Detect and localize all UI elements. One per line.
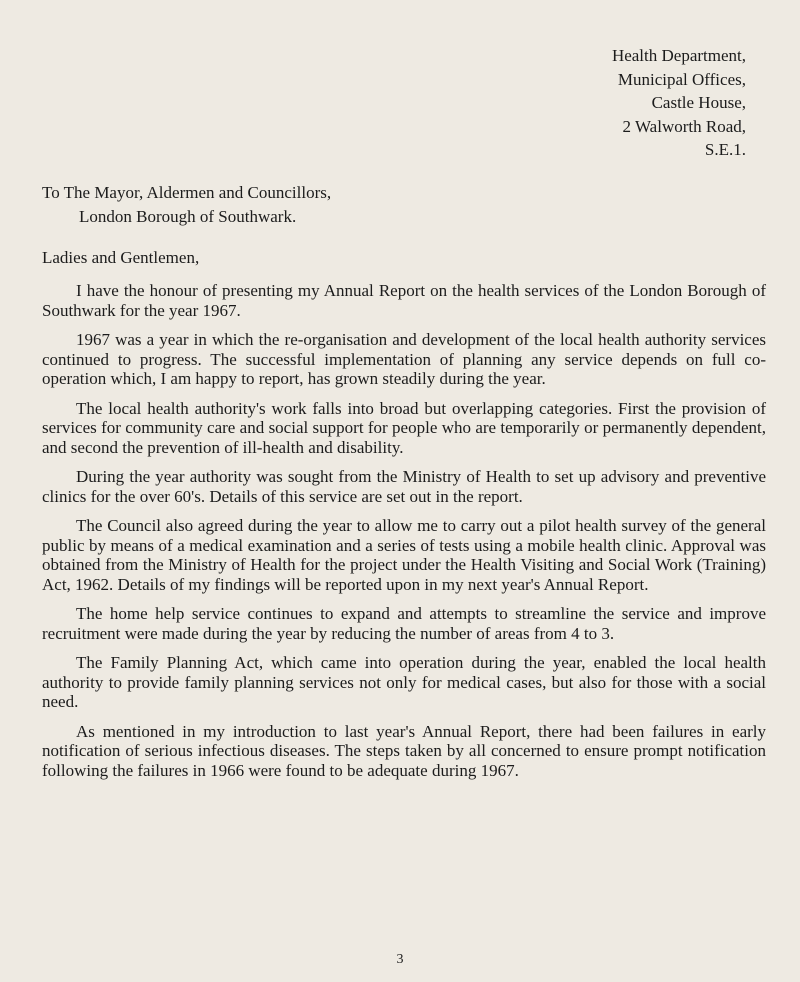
address-line: S.E.1. — [704, 140, 746, 159]
page-number: 3 — [396, 952, 404, 967]
paragraph: I have the honour of presenting my Annual Report on the health services of the London Borough of Southwark for the year 1967. — [42, 281, 766, 320]
sender-address — [612, 44, 746, 162]
paragraph: The local health authority's work falls into broad but overlapping categories. First the provision of services for community care and social support for people who are temporarily or permanently dependent, and second the prevention of ill-health and disability. — [42, 398, 766, 457]
paragraph: The Family Planning Act, which came into operation during the year, enabled the local health authority to provide family planning services not only for medical cases, but also for those with a social need. — [42, 653, 766, 711]
recipient-line: To The Mayor, Aldermen and Councillors, — [42, 183, 332, 202]
address-line: Castle House, — [651, 93, 746, 112]
paragraph: The Council also agreed during the year to allow me to carry out a pilot health survey of the general public by means of a medical examination and a series of tests using a mobile health clinic. Approval was obtained from the Ministry of Health for the project under the Health Visiting and Social Work (Training) Act, 1962. Details of my findings will be reported upon in my next year's Annual Report. — [42, 516, 766, 594]
address-line: Municipal Offices, — [617, 69, 746, 89]
salutation: Ladies and Gentlemen, — [42, 248, 200, 267]
address-line: Health Department, — [611, 46, 746, 65]
recipient-block — [42, 181, 331, 229]
report-body — [42, 281, 766, 790]
paragraph: As mentioned in my introduction to last year's Annual Report, there had been failures in early notification of serious infectious diseases. The steps taken by all concerned to ensure prompt notification following the failures in 1966 were found to be adequate during 1967. — [42, 721, 766, 780]
paragraph: The home help service continues to expand and attempts to streamline the service and improve recruitment were made during the year by reducing the number of areas from 4 to 3. — [42, 604, 766, 643]
recipient-line: London Borough of Southwark. — [79, 207, 297, 226]
paragraph: 1967 was a year in which the re-organisation and development of the local health authority services continued to progress. The successful implementation of planning any service depends on full co-operation which, I am happy to report, has grown steadily during the year. — [42, 330, 766, 388]
address-line: 2 Walworth Road, — [622, 116, 746, 136]
paragraph: During the year authority was sought from the Ministry of Health to set up advisory and preventive clinics for the over 60's. Details of this service are set out in the report. — [42, 467, 766, 506]
